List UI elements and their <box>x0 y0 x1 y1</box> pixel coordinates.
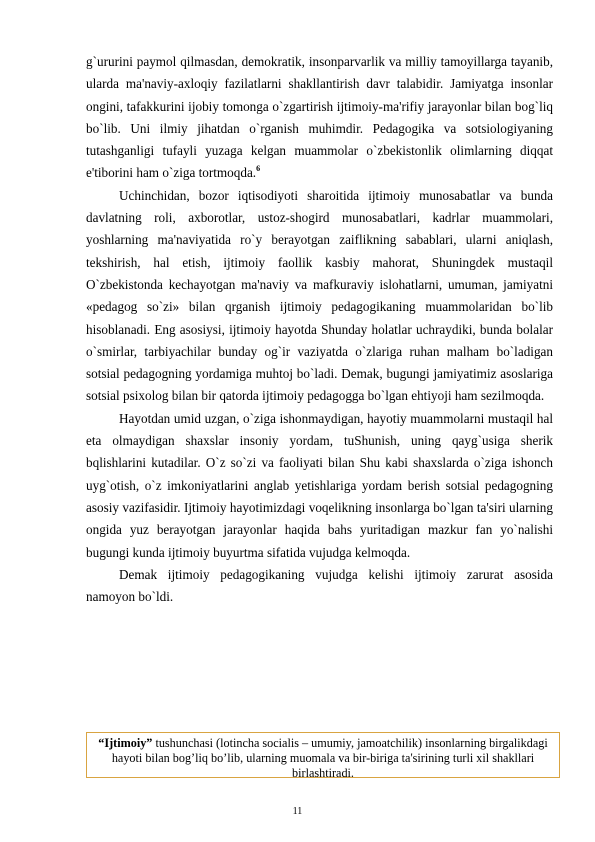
page-number: 11 <box>292 806 303 817</box>
paragraph-4-text: Demak ijtimoiy pedagogikaning vujudga kelishi ijtimoiy zarurat asosida namoyon bo`ldi. <box>86 566 553 605</box>
definition-term: “Ijtimoiy” <box>98 736 153 750</box>
paragraph-2 <box>86 185 553 408</box>
paragraph-1 <box>86 51 553 185</box>
definition-text: tushunchasi (lotincha socialis – umumiy, jamoatchilik) insonlarning birgalikdagi hayoti bilan bog’liq bo’lib, ularning muomala va bir-biriga ta'sirining turli xil shakllari birlashtiradi. <box>111 736 548 780</box>
paragraph-1-text: g`ururini paymol qilmasdan, demokratik, insonparvarlik va milliy tamoyillarga tayanib, ularda ma'naviy-axloqiy fazilatlarni shakllantirish davr talabidir. Jamiyatga insonlar ongini, tafakkurini ijobiy tomonga o`zgartirish ijtimoiy-ma'rifiy jarayonlar bilan bog`liq bo`lib. Uni ilmiy jihatdan o`rganish muhimdir. Pedagogika va sotsiologiyaning tutashganligi tufayli yuzaga kelgan muammolar o`zbekistonlik olimlarning diqqat e'tiborini ham o`ziga tortmoqda. <box>86 54 553 181</box>
footnote-reference[interactable]: 6 <box>256 164 261 174</box>
body-text <box>86 51 553 608</box>
paragraph-2-text: Uchinchidan, bozor iqtisodiyoti sharoitida ijtimoiy munosabatlar va bunda davlatning roli, axborotlar, ustoz-shogird munosabatlari, kadrlar muammolari, yoshlarning ma'naviyatida ro`y berayotgan zaiflikning sabablari, ularni aniqlash, tekshirish, hal etish, ijtimoiy faollik kasbiy mahorat, Shuningdek mustaqil O`zbekistonda kechayotgan ma'naviy va mafkuraviy islohatlarni, umuman, jamiyatni «pedagog so`zi» bilan qrganish ijtimoiy pedagogikaning muammolaridan bo`lib hisoblanadi. Eng asosiysi, ijtimoiy hayotda Shunday holatlar uchraydiki, bunda bolalar o`smirlar, tarbiyachilar bunday og`ir vaziyatda o`zlariga ruhan malham bo`ladigan sotsial pedagogning yordamiga muhtoj bo`ladi. Demak, bugungi jamiyatimiz asoslariga sotsial psixolog bilan bir qatorda ijtimoiy pedagogga bo`lgan ehtiyoji ham sezilmoqda. <box>86 187 553 404</box>
paragraph-3-text: Hayotdan umid uzgan, o`ziga ishonmaydigan, hayotiy muammolarni mustaqil hal eta olmaydigan shaxslar insoniy yordam, tuShunish, uning qayg`usiga sherik bqlishlarini kutadilar. O`z so`zi va faoliyati bilan Shu kabi shaxslarda o`ziga ishonch uyg`otish, o`z imkoniyatlarini anglab yetishlariga yordam berish sotsial pedagogning asosiy vazifasidir. Ijtimoiy hayotimizdagi voqelikning insonlarga bo`lgan ta'siri ularning ongida yuz berayotgan jarayonlar haqida bahs yuritadigan mazkur fan yo`nalishi bugungi kunda ijtimoiy buyurtma sifatida vujudga kelmoqda. <box>86 410 553 560</box>
definition-box <box>86 732 560 778</box>
paragraph-4 <box>86 564 553 609</box>
paragraph-3 <box>86 408 553 564</box>
